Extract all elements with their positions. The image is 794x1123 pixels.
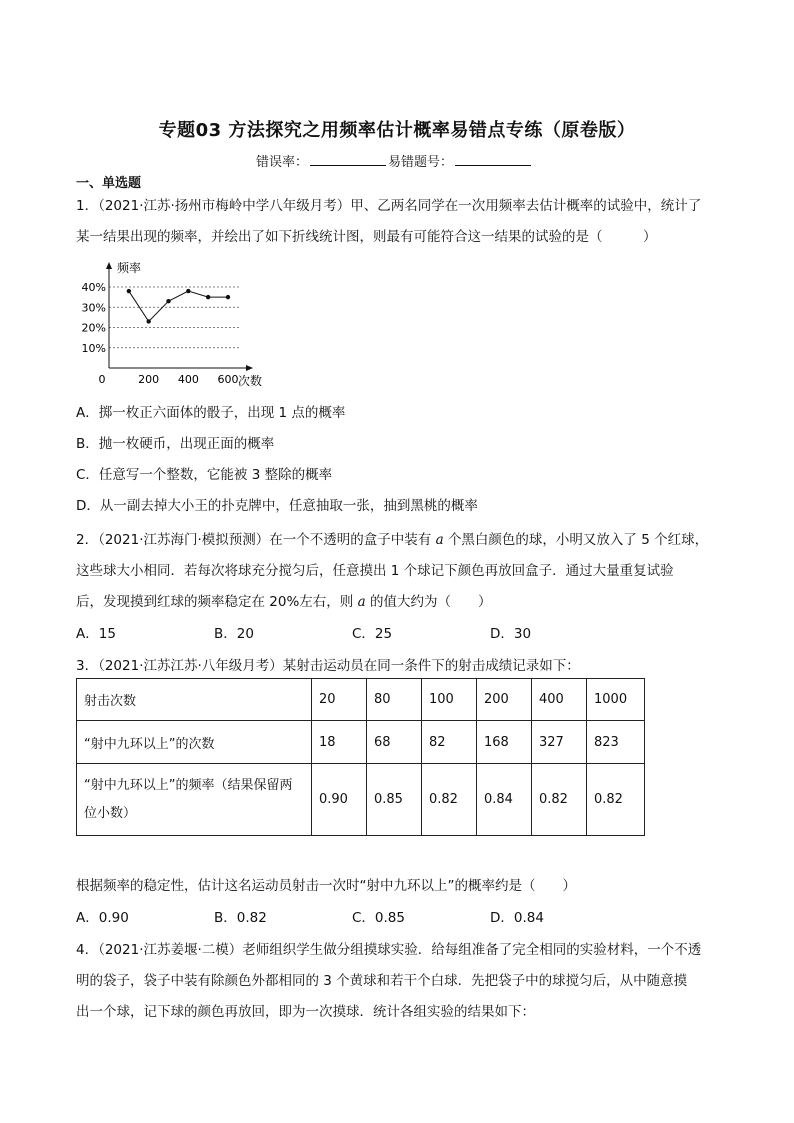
table-cell: 0.90 bbox=[312, 764, 367, 836]
table-cell: 18 bbox=[312, 721, 367, 764]
q1-option-c: C．任意写一个整数，它能被 3 整除的概率 bbox=[76, 467, 333, 483]
table-cell: 823 bbox=[587, 721, 645, 764]
document-title: 专题03 方法探究之用频率估计概率易错点专练（原卷版） bbox=[158, 120, 636, 141]
series-line bbox=[129, 291, 228, 321]
q2-text: 的值大约为（ ） bbox=[369, 594, 492, 610]
table-row bbox=[77, 764, 645, 836]
error-items-label: 易错题号： bbox=[388, 155, 454, 170]
y-tick-label: 30% bbox=[81, 301, 106, 315]
data-point bbox=[166, 299, 170, 303]
table-cell: 80 bbox=[367, 679, 422, 721]
y-tick-label: 20% bbox=[81, 321, 106, 335]
table-row-header: “射中九环以上”的频率（结果保留两位小数） bbox=[77, 764, 312, 836]
q3-line-2: 根据频率的稳定性，估计这名运动员射击一次时“射中九环以上”的概率约是（ ） bbox=[76, 878, 576, 894]
x-tick-label: 400 bbox=[177, 373, 199, 386]
table-cell: 0.82 bbox=[532, 764, 587, 836]
q1-line-2: 某一结果出现的频率，并绘出了如下折线统计图，则最有可能符合这一结果的试验的是（ ） bbox=[76, 229, 657, 245]
data-point bbox=[186, 289, 190, 293]
q2-option-b: B．20 bbox=[214, 626, 254, 642]
x-tick-label: 200 bbox=[138, 373, 160, 386]
x-axis-label: 次数 bbox=[238, 374, 263, 388]
table-cell: 0.85 bbox=[367, 764, 422, 836]
table-row bbox=[77, 679, 645, 721]
table-cell: 200 bbox=[477, 679, 532, 721]
q3-option-a: A．0.90 bbox=[76, 910, 129, 926]
q4-line-1: 4．（2021·江苏姜堰·二模）老师组织学生做分组摸球实验．给每组准备了完全相同的实验材料，一个不透 bbox=[76, 942, 702, 958]
q2-option-c: C．25 bbox=[352, 626, 393, 642]
table-row-header: 射击次数 bbox=[77, 679, 312, 721]
data-point bbox=[226, 295, 230, 299]
q1-option-b: B．抛一枚硬币，出现正面的概率 bbox=[76, 436, 275, 452]
q2-variable: a bbox=[357, 594, 366, 610]
y-tick-label: 40% bbox=[81, 281, 106, 294]
shooting-table bbox=[76, 678, 645, 836]
q3-option-b: B．0.82 bbox=[214, 910, 267, 926]
q1-option-a: A．掷一枚正六面体的骰子，出现 1 点的概率 bbox=[76, 405, 346, 421]
table-row-header: “射中九环以上”的次数 bbox=[77, 721, 312, 764]
frequency-line-chart bbox=[76, 256, 286, 396]
q2-text: 2．（2021·江苏海门·模拟预测）在一个不透明的盒子中装有 bbox=[76, 532, 432, 548]
q3-options bbox=[76, 906, 676, 926]
error-items-blank bbox=[455, 153, 531, 166]
error-rate-label: 错误率： bbox=[256, 155, 309, 170]
table-cell: 20 bbox=[312, 679, 367, 721]
origin-label: 0 bbox=[98, 373, 106, 386]
q2-option-a: A．15 bbox=[76, 626, 116, 642]
table-cell: 82 bbox=[422, 721, 477, 764]
table-row bbox=[77, 721, 645, 764]
table-cell: 68 bbox=[367, 721, 422, 764]
table-cell: 327 bbox=[532, 721, 587, 764]
q2-line-3 bbox=[76, 590, 491, 610]
q1-option-d: D．从一副去掉大小王的扑克牌中，任意抽取一张，抽到黑桃的概率 bbox=[76, 498, 478, 514]
q2-options bbox=[76, 622, 676, 642]
table-cell: 0.82 bbox=[587, 764, 645, 836]
table-cell: 0.84 bbox=[477, 764, 532, 836]
q1-line-1: 1．（2021·江苏·扬州市梅岭中学八年级月考）甲、乙两名同学在一次用频率去估计概率的试验中，统计了 bbox=[76, 198, 702, 214]
table-cell: 400 bbox=[532, 679, 587, 721]
error-rate-blank bbox=[310, 153, 386, 166]
q2-line-2: 这些球大小相同．若每次将球充分搅匀后，任意摸出 1 个球记下颜色再放回盒子．通过大量重复试验 bbox=[76, 563, 674, 579]
table-cell: 100 bbox=[422, 679, 477, 721]
x-axis-arrow bbox=[246, 365, 253, 371]
q2-option-d: D．30 bbox=[490, 626, 532, 642]
q2-line-1 bbox=[76, 528, 708, 548]
q2-text: 后，发现摸到红球的频率稳定在 20%左右，则 bbox=[76, 594, 354, 610]
q2-text: 个黑白颜色的球，小明又放入了 5 个红球， bbox=[447, 532, 709, 548]
y-axis-arrow bbox=[106, 262, 112, 269]
y-axis-label: 频率 bbox=[117, 261, 142, 275]
q4-line-2: 明的袋子，袋子中装有除颜色外都相同的 3 个黄球和若干个白球．先把袋子中的球搅匀后，从中随意摸 bbox=[76, 973, 688, 989]
table-cell: 168 bbox=[477, 721, 532, 764]
q4-line-3: 出一个球，记下球的颜色再放回，即为一次摸球．统计各组实验的结果如下： bbox=[76, 1004, 535, 1020]
y-tick-label: 10% bbox=[81, 341, 106, 355]
q3-option-c: C．0.85 bbox=[352, 910, 405, 926]
data-point bbox=[146, 319, 150, 323]
score-line bbox=[256, 151, 533, 170]
table-cell: 0.82 bbox=[422, 764, 477, 836]
section-heading: 一、单选题 bbox=[76, 176, 142, 191]
q3-option-d: D．0.84 bbox=[490, 910, 544, 926]
table-cell: 1000 bbox=[587, 679, 645, 721]
q3-line-1: 3．（2021·江苏江苏·八年级月考）某射击运动员在同一条件下的射击成绩记录如下： bbox=[76, 658, 580, 674]
q2-variable: a bbox=[435, 532, 444, 548]
x-tick-label: 600 bbox=[217, 373, 239, 386]
data-point bbox=[127, 289, 131, 293]
data-point bbox=[206, 295, 210, 299]
